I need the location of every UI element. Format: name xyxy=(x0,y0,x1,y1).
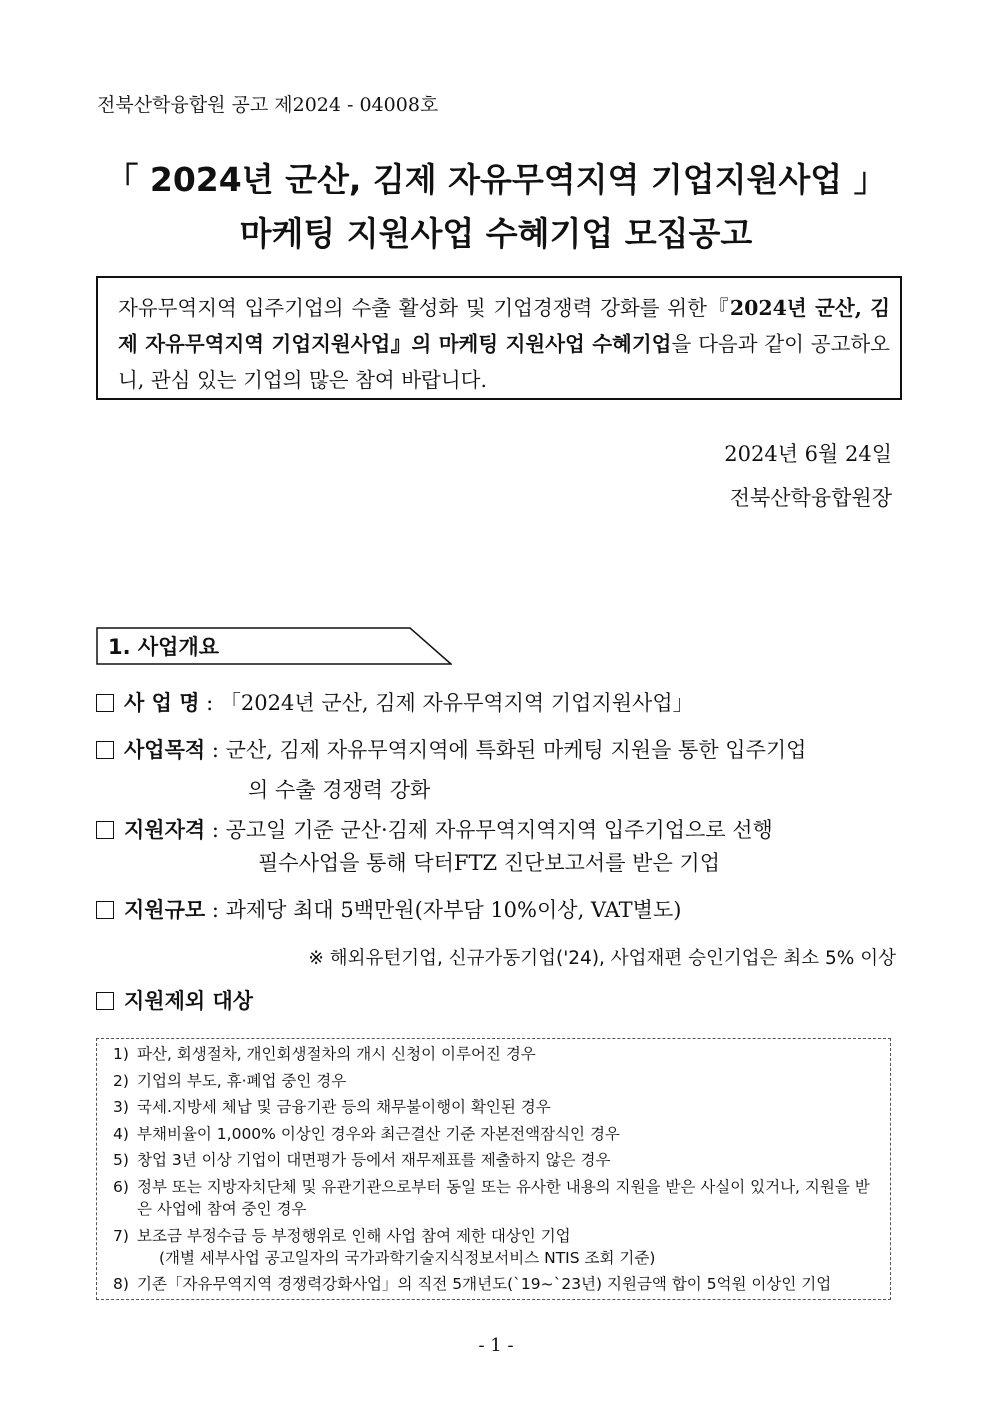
item-eligibility xyxy=(96,813,773,847)
item-label: 사 업 명 xyxy=(124,690,200,715)
list-item-text: 정부 또는 지방자치단체 및 유관기관으로부터 동일 또는 유사한 내용의 지원을 받은 사실이 있거나, 지원을 받은 사업에 참여 중인 경우 xyxy=(137,1177,870,1218)
intro-text-bold: 2024년 군산, 김제 자유무역지역 기업지원사업』의 마케팅 지원사업 수혜기업 xyxy=(118,296,890,356)
item-scale xyxy=(96,893,681,927)
item-purpose-cont: 의 수출 경쟁력 강화 xyxy=(248,778,431,802)
list-item-number: 5) xyxy=(113,1151,129,1170)
checkbox-icon xyxy=(96,821,114,839)
page-subtitle: 마케팅 지원사업 수혜기업 모집공고 xyxy=(239,214,753,253)
checkbox-icon xyxy=(96,901,114,919)
list-item-number: 6) xyxy=(113,1177,129,1196)
item-separator: : xyxy=(205,818,226,842)
intro-box xyxy=(96,276,902,400)
list-item-number: 1) xyxy=(113,1045,129,1063)
checkbox-icon xyxy=(96,694,114,712)
item-label: 사업목적 xyxy=(124,737,206,762)
list-item-text: 보조금 부정수급 등 부정행위로 인해 사업 참여 제한 대상인 기업 xyxy=(137,1226,571,1245)
list-item xyxy=(113,1123,882,1145)
exclusion-box xyxy=(96,1038,891,1300)
list-item-number: 4) xyxy=(113,1124,129,1143)
item-separator: : xyxy=(205,738,226,762)
item-business-name xyxy=(96,686,694,720)
list-item-number: 2) xyxy=(113,1071,129,1090)
notice-date: 2024년 6월 24일 xyxy=(724,442,892,466)
list-item xyxy=(113,1273,882,1295)
item-label: 지원자격 xyxy=(124,817,206,842)
checkbox-icon xyxy=(96,992,114,1010)
item-exclusion xyxy=(96,984,253,1018)
item-value: 군산, 김제 자유무역지역에 특화된 마케팅 지원을 통한 입주기업 xyxy=(225,738,807,762)
intro-text-1: 자유무역지역 입주기업의 수출 활성화 및 기업경쟁력 강화를 위한『 xyxy=(118,296,730,320)
list-item xyxy=(113,1043,882,1065)
section-heading xyxy=(96,627,452,665)
item-value: 공고일 기준 군산·김제 자유무역지역지역 입주기업으로 선행 xyxy=(225,818,773,842)
list-item-text: 창업 3년 이상 기업이 대면평가 등에서 재무제표를 제출하지 않은 경우 xyxy=(137,1151,611,1170)
list-item-text: 기업의 부도, 휴·폐업 중인 경우 xyxy=(137,1071,347,1090)
list-item-text-wrap xyxy=(137,1225,882,1269)
item-value: 과제당 최대 5백만원(자부담 10%이상, VAT별도) xyxy=(225,898,682,922)
item-separator: : xyxy=(205,898,226,922)
item-separator: : xyxy=(199,691,220,715)
section-heading-label: 1. 사업개요 xyxy=(108,635,220,659)
page-number: - 1 - xyxy=(478,1335,514,1356)
item-purpose xyxy=(96,733,806,767)
item-label: 지원규모 xyxy=(124,897,206,922)
list-item xyxy=(113,1176,882,1220)
item-eligibility-cont: 필수사업을 통해 닥터FTZ 진단보고서를 받은 기업 xyxy=(258,851,720,875)
list-item-number: 3) xyxy=(113,1098,129,1117)
list-item xyxy=(113,1225,882,1269)
intro-text-2: 을 다음과 같이 공고하오니, 관심 있는 기업의 많은 참여 바랍니다. xyxy=(118,332,890,392)
signer: 전북산학융합원장 xyxy=(729,486,892,510)
list-item xyxy=(113,1096,882,1118)
list-item-text: 파산, 회생절차, 개인회생절차의 개시 신청이 이루어진 경우 xyxy=(137,1045,536,1063)
list-item-text: 부채비율이 1,000% 이상인 경우와 최근결산 기준 자본전액잠식인 경우 xyxy=(137,1124,620,1143)
checkbox-icon xyxy=(96,741,114,759)
item-label: 지원제외 대상 xyxy=(124,988,254,1013)
note: ※ 해외유턴기업, 신규가동기업('24), 사업재편 승인기업은 최소 5% 이상 xyxy=(308,948,896,969)
item-value: 「2024년 군산, 김제 자유무역지역 기업지원사업」 xyxy=(219,691,694,715)
list-item-subtext: (개별 세부사업 공고일자의 국가과학기술지식정보서비스 NTIS 조회 기준) xyxy=(159,1248,656,1267)
list-item-text: 기존「자유무역지역 경쟁력강화사업」의 직전 5개년도(`19~`23년) 지원금액 합이 5억원 이상인 기업 xyxy=(137,1275,832,1294)
page-title: 「 2024년 군산, 김제 자유무역지역 기업지원사업 」 xyxy=(105,160,887,199)
list-item xyxy=(113,1149,882,1171)
list-item-number: 8) xyxy=(113,1275,129,1294)
notice-number: 전북산학융합원 공고 제2024 - 04008호 xyxy=(97,94,439,116)
list-item-number: 7) xyxy=(113,1226,129,1245)
list-item-text: 국세.지방세 체납 및 금융기관 등의 채무불이행이 확인된 경우 xyxy=(137,1098,551,1117)
list-item xyxy=(113,1070,882,1092)
